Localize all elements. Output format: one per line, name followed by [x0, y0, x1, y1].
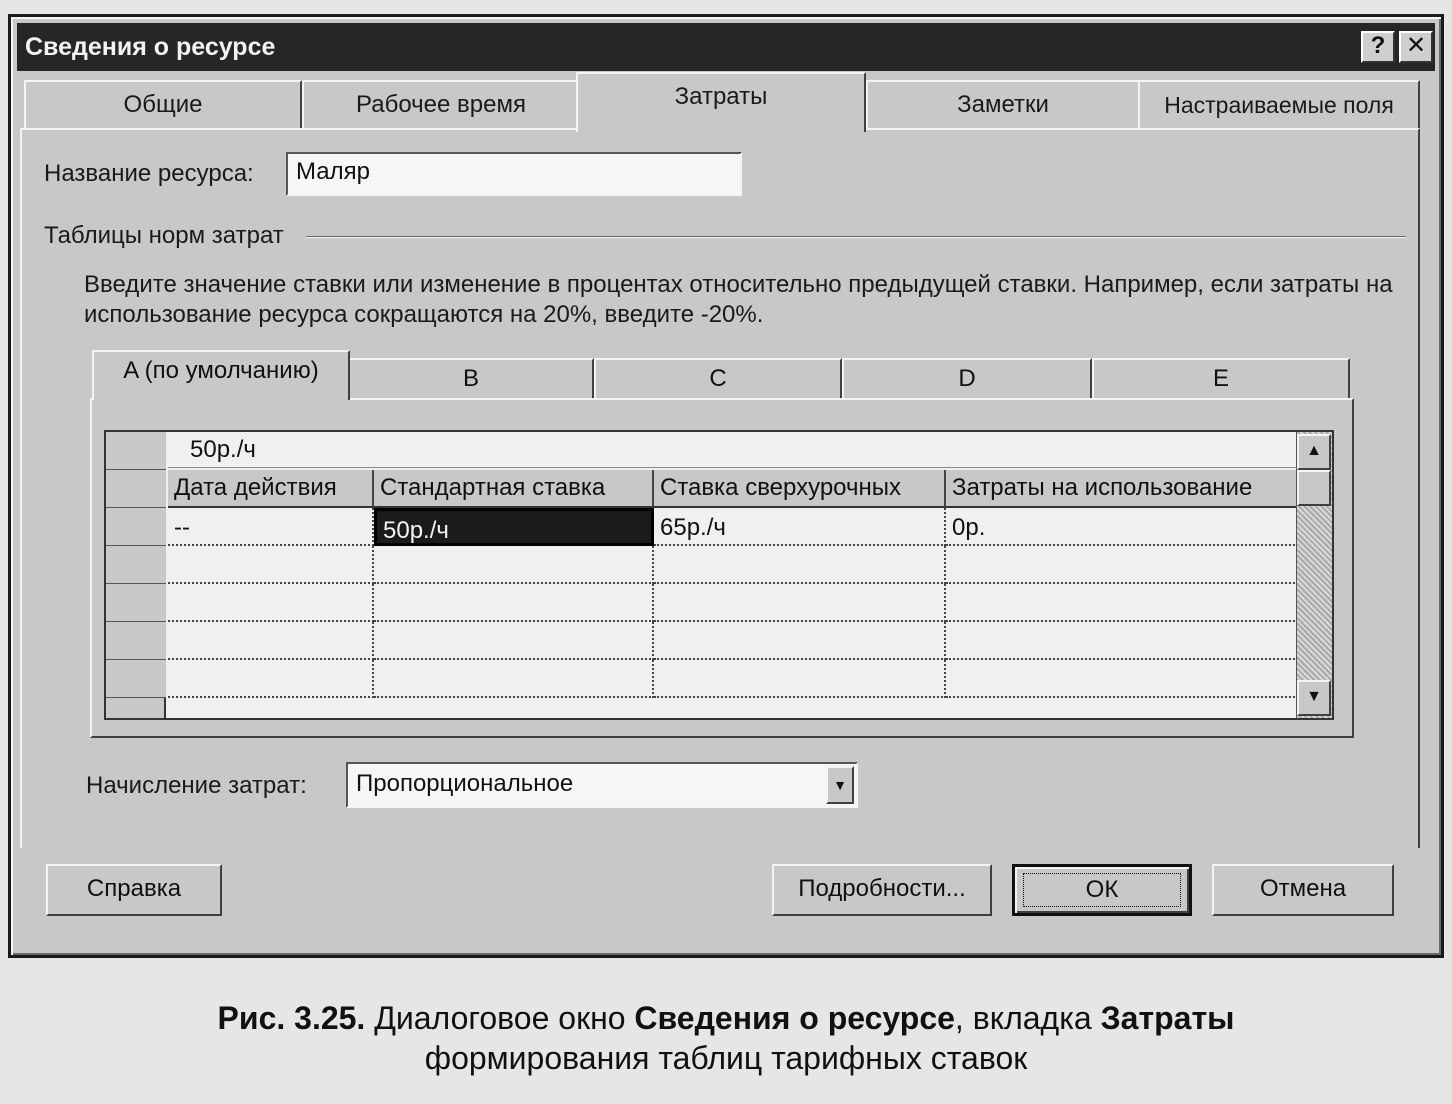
tab-working-time[interactable]: Рабочее время: [302, 80, 580, 130]
table-cell[interactable]: [168, 584, 374, 622]
tab-costs[interactable]: Затраты: [576, 72, 866, 132]
row-header[interactable]: [106, 584, 166, 622]
scroll-thumb[interactable]: [1297, 470, 1331, 506]
table-cell[interactable]: 0р.: [946, 508, 1298, 546]
table-cell[interactable]: --: [168, 508, 374, 546]
caption-tab-name: Затраты: [1100, 1000, 1235, 1036]
table-cell[interactable]: [946, 660, 1298, 698]
table-cell[interactable]: [654, 584, 946, 622]
rate-tab-d[interactable]: D: [842, 358, 1092, 400]
row-header[interactable]: [106, 660, 166, 698]
figure-caption: [0, 998, 1452, 1078]
row-header[interactable]: [106, 432, 166, 470]
help-button[interactable]: Справка: [46, 864, 222, 916]
group-divider: [306, 236, 1406, 238]
chevron-down-icon[interactable]: ▼: [826, 766, 854, 804]
resource-name-input[interactable]: Маляр: [286, 152, 742, 196]
figure-number: Рис. 3.25.: [217, 1000, 366, 1036]
column-header-per-use-cost[interactable]: Затраты на использование: [946, 470, 1298, 508]
vertical-scrollbar[interactable]: [1296, 432, 1332, 718]
cost-tables-group-label: Таблицы норм затрат: [44, 222, 284, 249]
table-cell[interactable]: [946, 584, 1298, 622]
table-cell[interactable]: [654, 660, 946, 698]
rate-tab-a[interactable]: A (по умолчанию): [92, 350, 350, 400]
table-cell[interactable]: [946, 546, 1298, 584]
rate-tab-b[interactable]: B: [348, 358, 594, 400]
tab-notes[interactable]: Заметки: [866, 80, 1140, 130]
table-cell[interactable]: 65р./ч: [654, 508, 946, 546]
caption-text-1: Диалоговое окно: [365, 1000, 635, 1036]
tab-custom-fields[interactable]: Настраиваемые поля: [1138, 80, 1420, 130]
table-cell[interactable]: [654, 546, 946, 584]
scroll-up-arrow-icon[interactable]: ▲: [1297, 434, 1331, 470]
cost-tables-description: Введите значение ставки или изменение в процентах относительно предыдущей ставки. Например, если затраты на использование ресурса сокращаются на 20%, введите -20%.: [84, 271, 1393, 328]
help-question-icon[interactable]: ?: [1361, 31, 1395, 63]
focus-rectangle: [1023, 873, 1181, 907]
table-cell[interactable]: [374, 622, 654, 660]
table-cell[interactable]: [374, 546, 654, 584]
caption-line-2: формирования таблиц тарифных ставок: [424, 1040, 1028, 1076]
table-cell[interactable]: [374, 660, 654, 698]
table-cell[interactable]: [654, 622, 946, 660]
cost-accrual-select[interactable]: [346, 762, 858, 808]
table-cell[interactable]: [168, 660, 374, 698]
details-button[interactable]: Подробности...: [772, 864, 992, 916]
row-header[interactable]: [106, 470, 166, 508]
cancel-button[interactable]: Отмена: [1212, 864, 1394, 916]
table-cell-selected[interactable]: 50р./ч: [374, 508, 654, 546]
row-header[interactable]: [106, 508, 166, 546]
title-bar[interactable]: [17, 23, 1435, 71]
row-header[interactable]: [106, 546, 166, 584]
ok-button[interactable]: [1012, 864, 1192, 916]
ok-button-label: ОК: [1085, 876, 1119, 903]
table-cell[interactable]: [946, 622, 1298, 660]
rate-tab-c[interactable]: C: [594, 358, 842, 400]
row-header-column: [106, 432, 166, 718]
caption-text-2: , вкладка: [954, 1000, 1101, 1036]
caption-dialog-name: Сведения о ресурсе: [634, 1000, 955, 1036]
table-cell[interactable]: [374, 584, 654, 622]
cell-edit-bar[interactable]: 50р./ч: [168, 432, 1298, 468]
row-header[interactable]: [106, 622, 166, 660]
cost-rate-table[interactable]: [104, 430, 1334, 720]
tab-general[interactable]: Общие: [24, 80, 302, 130]
cost-accrual-value: Пропорциональное: [356, 770, 574, 797]
rate-tab-e[interactable]: E: [1092, 358, 1350, 400]
dialog-title: Сведения о ресурсе: [25, 33, 276, 61]
close-icon[interactable]: ✕: [1399, 31, 1433, 63]
column-header-effective-date[interactable]: Дата действия: [168, 470, 374, 508]
cost-accrual-label: Начисление затрат:: [86, 772, 307, 799]
column-header-standard-rate[interactable]: Стандартная ставка: [374, 470, 654, 508]
table-cell[interactable]: [168, 622, 374, 660]
column-header-overtime-rate[interactable]: Ставка сверхурочных: [654, 470, 946, 508]
table-cell[interactable]: [168, 546, 374, 584]
scroll-down-arrow-icon[interactable]: ▼: [1297, 680, 1331, 716]
resource-name-label: Название ресурса:: [44, 160, 254, 187]
